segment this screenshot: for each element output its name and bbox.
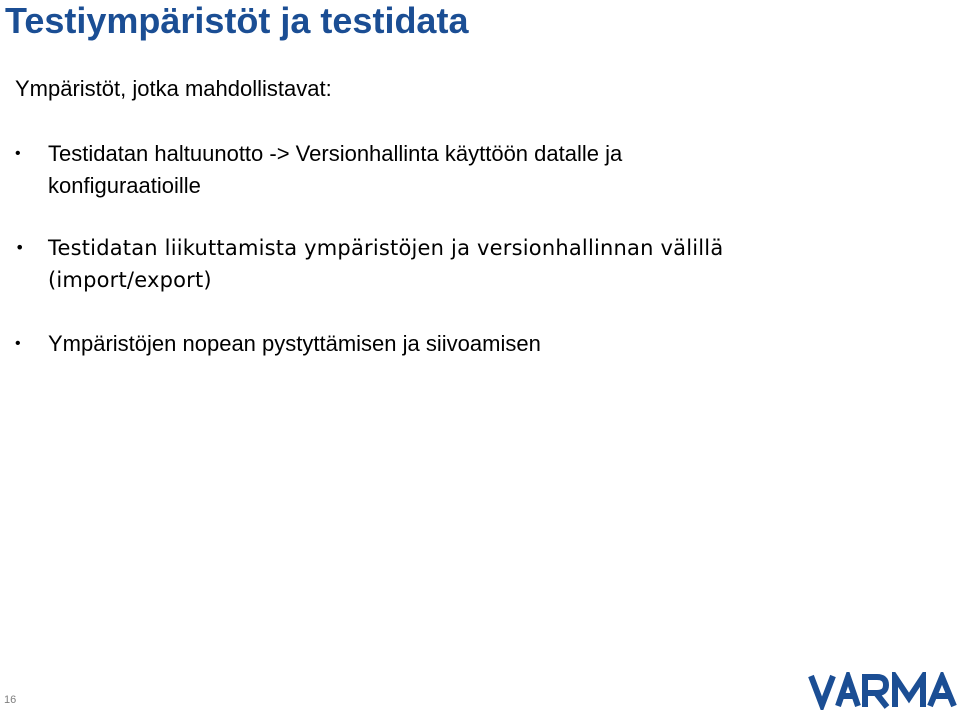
page-number: 16 [4, 694, 17, 706]
varma-logo [808, 672, 960, 710]
bullet-icon: • [15, 238, 25, 257]
bullet-item [15, 232, 775, 296]
bullet-item [15, 138, 775, 202]
bullet-text: Testidatan haltuunotto -> Versionhallinta käyttöön datalle ja konfiguraatioille [48, 141, 623, 198]
bullet-item [15, 328, 775, 360]
bullet-text: Testidatan liikuttamista ympäristöjen ja versionhallinnan välillä (import/export) [48, 236, 724, 292]
bullet-icon: • [15, 335, 21, 352]
intro-text: Ympäristöt, jotka mahdollistavat: [15, 76, 332, 101]
bullet-text: Ympäristöjen nopean pystyttämisen ja siivoamisen [48, 331, 541, 356]
bullet-icon: • [15, 145, 21, 162]
slide-title: Testiympäristöt ja testidata [5, 0, 469, 41]
